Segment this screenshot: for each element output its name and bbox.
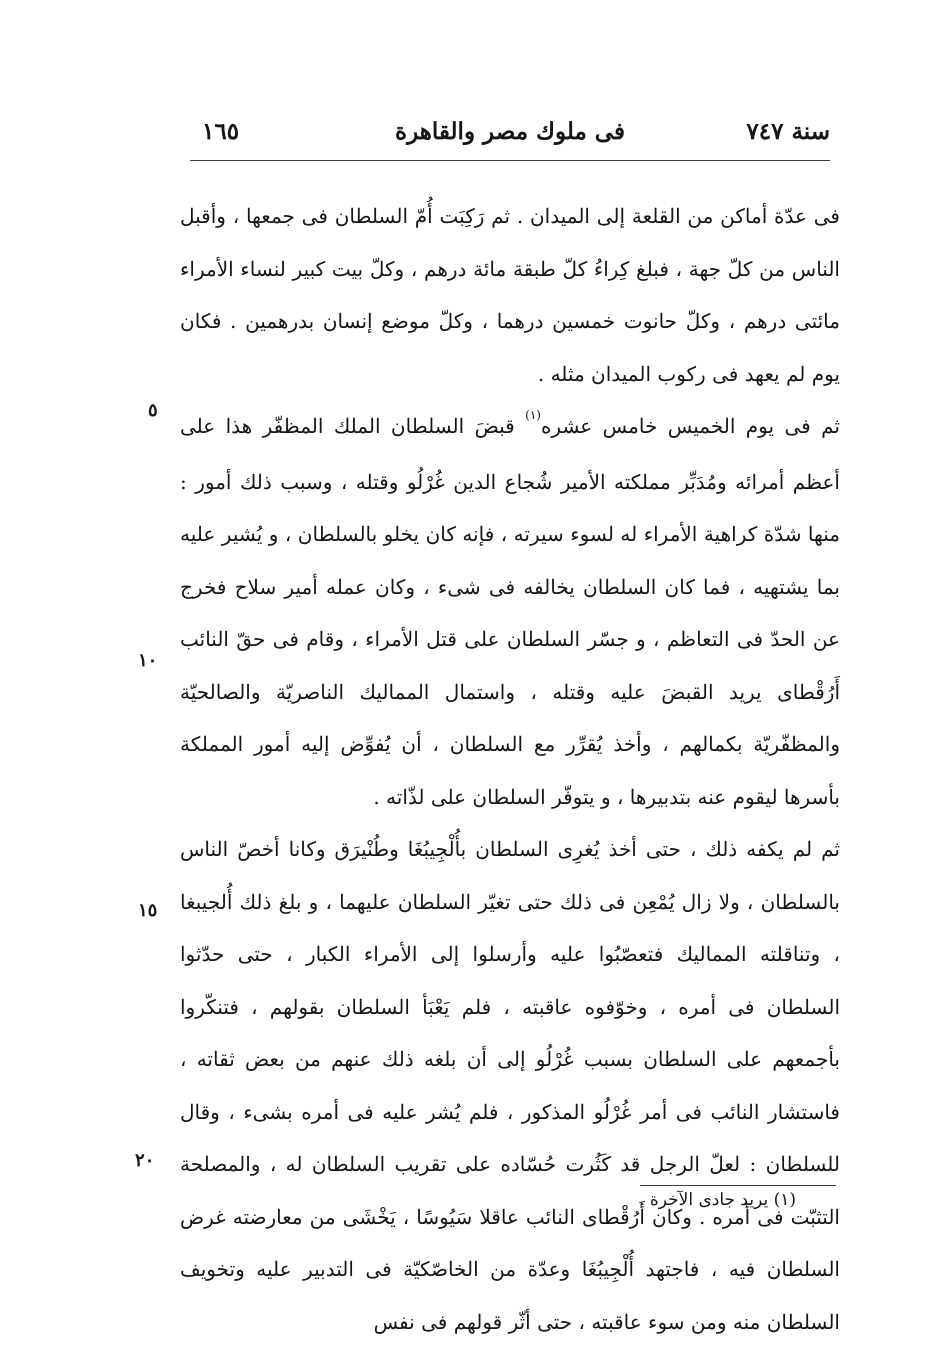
header-title: فى ملوك مصر والقاهرة (395, 118, 625, 145)
paragraph-3: ثم لم يكفه ذلك ، حتى أخذ يُغرِى السلطان بأُلْجِيبُغَا وطُنْيرَق وكانا أخصّ الناس بالسلطان ، ولا زال يُمْعِن فى ذلك حتى تغيّر السلطان عليهما ، و بلغ ذلك أُلجيبغا ، وتناقلته المماليك فتعصّبُوا عليه وأرسلوا إلى الأمراء الكبار ، حتى حدّثوا السلطان فى أمره ، وخوّفوه عاقبته ، فلم يَعْبَأ السلطان بقولهم ، فتنكّروا بأجمعهم على السلطان بسبب غُرْلُو إلى أن بلغه ذلك عنهم من بعض ثقاته ، فاستشار النائب فى أمر غُرْلُو المذكور ، فلم يُشر عليه فى أمره بشىء ، وقال للسلطان : لعلّ الرجل قد كَثُرت حُسّاده على تقريب السلطان له ، والمصلحة التثبّت فى أمره . وكان أَرُقْطاى النائب عاقلا سَيُوسًا ، يَخْشَى من معارضته غرض السلطان فيه ، فاجتهد أُلْجِيبُغَا وعدّة من الخاصّكيّة فى التدبير عليه وتخويف السلطان منه ومن سوء عاقبته ، حتى أثّر قولهم فى نفس (180, 837, 840, 1334)
paragraph-2-rest: قبضَ السلطان الملك المظفّر هذا على أعظم أمرائه ومُدَبِّر مملكته الأمير شُجاع الدين غُرْلُو وقتله ، وسبب ذلك أمور : منها شدّة كراهية الأمراء له لسوء سيرته ، فإنه كان يخلو بالسلطان ، و يُشير عليه بما يشتهيه ، فما كان السلطان يخالفه فى شىء ، وكان عمله أمير سلاح فخرج عن الحدّ فى التعاظم ، و جسّر السلطان على قتل الأمراء ، وقام فى حقّ النائب أَرُقْطاى يريد القبضَ عليه وقتله ، واستمال المماليك الناصريّة والصالحيّة والمظفّريّة بكمالهم ، وأخذ يُقرِّر مع السلطان ، أن يُفوِّض إليه أمور المملكة بأسرها ليقوم عنه بتدبيرها ، و يتوفّر السلطان على لذّاته . (180, 414, 841, 809)
line-number-5: ٥ (148, 400, 158, 421)
line-number-20: ٢٠ (135, 1150, 155, 1171)
footnote: (١) يريد جادى الآخرة . (639, 1190, 796, 1210)
line-number-10: ١٠ (138, 650, 158, 671)
running-header (190, 118, 830, 158)
paragraph-1: فى عدّة أماكن من القلعة إلى الميدان . ثم رَكِبَت أُمّ السلطان فى جمعها ، وأقبل الناس من كلّ جهة ، فبلغ كِراءُ كلّ طبقة مائة درهم ، وكلّ بيت كبير لنساء الأمراء مائتى درهم ، وكلّ حانوت خمسين درهما ، وكلّ موضع إنسان بدرهمين . فكان يوم لم يعهد فى ركوب الميدان مثله . (180, 204, 840, 386)
footnote-divider (640, 1185, 836, 1186)
header-year: سنة ٧٤٧ (746, 118, 830, 145)
footnote-marker: (١) (525, 408, 541, 422)
paragraph-2-start: ثم فى يوم الخميس خامس عشره (540, 414, 840, 438)
page-number: ١٦٥ (202, 118, 240, 145)
paragraph-2 (180, 400, 840, 823)
header-divider (190, 160, 830, 161)
main-text (180, 190, 840, 1348)
line-number-15: ١٥ (138, 900, 158, 921)
